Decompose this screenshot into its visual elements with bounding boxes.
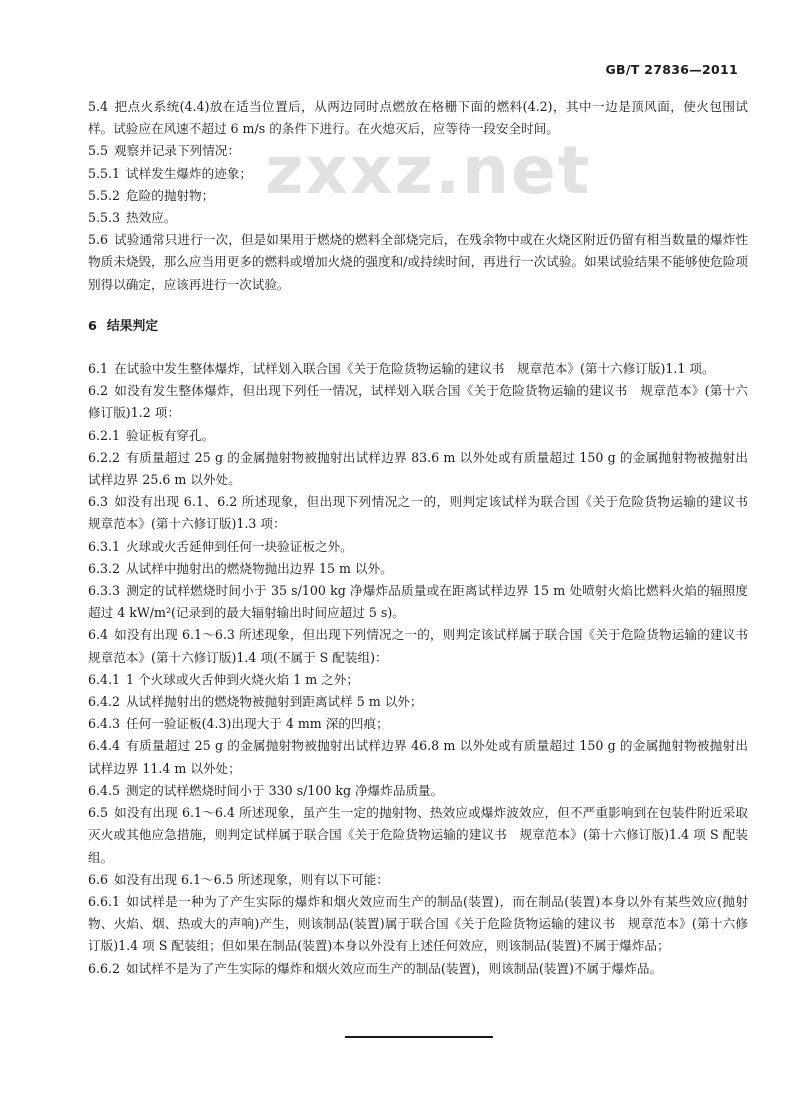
clause-number: 5.6	[88, 232, 109, 248]
clause-paragraph	[88, 491, 761, 535]
clause-text: 1 个火球或火舌伸到火烧火焰 1 m 之外；	[126, 671, 359, 687]
clause-number: 6.3.2	[88, 560, 121, 576]
clause-number: 6.6.1	[88, 893, 121, 909]
clause-text: 如没有出现 6.1～6.4 所述现象，虽产生一定的抛射物、热效应或爆炸波效应，但不严重影响到在包装件附近采取灭火或其他应急措施，则判定试样属于联合国《关于危险货物运输的建议书 规章范本》(第十六修订版)1.4 项 S 配装组。	[88, 805, 748, 865]
clause-paragraph	[88, 163, 748, 185]
clause-text: 热效应。	[126, 210, 177, 226]
clause-number: 6.4.5	[88, 782, 121, 798]
clause-number: 6.4.4	[88, 738, 121, 754]
watermark: zxxz.net	[265, 132, 592, 209]
clause-text: 如试样不是为了产生实际的爆炸和烟火效应而生产的制品(装置)，则该制品(装置)不属于爆炸品。	[126, 960, 663, 976]
clause-paragraph	[88, 207, 748, 229]
section-heading	[88, 316, 748, 338]
clause-paragraph	[88, 380, 748, 424]
clause-number: 5.5.2	[88, 187, 121, 203]
clause-text: 如试样是一种为了产生实际的爆炸和烟火效应而生产的制品(装置)，而在制品(装置)本身以外有某些效应(抛射物、火焰、烟、热或大的声响)产生，则该制品(装置)属于联合国《关于危险货物运输的建议书 规章范本》(第十六修订版)1.4 项 S 配装组；但如果在制品(装置)本身以外没有上述任何效应，则该制品(装置)不属于爆炸品；	[88, 893, 748, 954]
clause-text: 测定的试样燃烧时间小于 330 s/100 kg 净爆炸品质量。	[126, 782, 444, 798]
clause-number: 6.6	[88, 871, 109, 887]
clause-number: 5.5.3	[88, 210, 121, 226]
clause-text: 如没有出现 6.1～6.3 所述现象，但出现下列情况之一的，则判定该试样属于联合国《关于危险货物运输的建议书 规章范本》(第十六修订版)1.4 项(不属于 S 配装组)：	[88, 627, 761, 665]
clause-number: 5.4	[88, 99, 109, 114]
clause-paragraph	[88, 447, 748, 491]
clause-paragraph	[88, 735, 748, 779]
clause-number: 5.5	[88, 143, 109, 159]
clause-paragraph	[88, 536, 748, 558]
clause-text: 测定的试样燃烧时间小于 35 s/100 kg 净爆炸品质量或在距离试样边界 15 m 处喷射火焰比燃料火焰的辐照度超过 4 kW/m²(记录到的最大辐射输出时间应超过 5 s)。	[88, 583, 748, 621]
clause-paragraph	[88, 869, 748, 891]
document-body	[88, 96, 761, 980]
end-rule	[345, 1036, 493, 1038]
clause-paragraph	[88, 891, 748, 958]
clause-group-6	[88, 358, 761, 980]
clause-text: 火球或火舌延伸到任何一块验证板之外。	[126, 538, 353, 554]
clause-number: 5.5.1	[88, 165, 121, 181]
clause-paragraph	[88, 780, 748, 802]
clause-paragraph	[88, 229, 748, 296]
clause-text: 验证板有穿孔。	[126, 427, 215, 443]
clause-text: 观察并记录下列情况：	[114, 143, 240, 159]
clause-group-5	[88, 96, 748, 296]
clause-text: 从试样中抛射出的燃烧物抛出边界 15 m 以外。	[126, 560, 393, 576]
clause-paragraph	[88, 958, 748, 980]
clause-number: 6.3.3	[88, 583, 121, 599]
section-number: 6	[88, 318, 97, 334]
clause-number: 6.1	[88, 361, 109, 377]
clause-paragraph	[88, 691, 748, 713]
clause-paragraph	[88, 624, 761, 668]
clause-text: 危险的抛射物；	[126, 187, 215, 203]
clause-text: 任何一验证板(4.3)出现大于 4 mm 深的凹痕；	[126, 716, 389, 732]
clause-number: 6.2	[88, 383, 109, 399]
clause-text: 如没有出现 6.1～6.5 所述现象，则有以下可能：	[114, 871, 389, 887]
clause-number: 6.3	[88, 494, 109, 510]
standard-code: GB/T 27836—2011	[605, 62, 738, 77]
clause-text: 在试验中发生整体爆炸，试样划入联合国《关于危险货物运输的建议书 规章范本》(第十六修订版)1.1 项。	[114, 361, 715, 377]
clause-paragraph	[88, 669, 748, 691]
clause-text: 把点火系统(4.4)放在适当位置后，从两边同时点燃放在格栅下面的燃料(4.2)，其中一边是顶风面，使火包围试样。试验应在风速不超过 6 m/s 的条件下进行。在火熄灭后，应等待一段安全时间。	[88, 99, 748, 137]
clause-text: 如没有出现 6.1、6.2 所述现象，但出现下列情况之一的，则判定该试样为联合国《关于危险货物运输的建议书 规章范本》(第十六修订版)1.3 项：	[88, 494, 761, 532]
clause-paragraph	[88, 425, 748, 447]
clause-paragraph	[88, 358, 748, 380]
clause-number: 6.4.3	[88, 716, 121, 732]
clause-paragraph	[88, 580, 748, 624]
clause-text: 如没有发生整体爆炸，但出现下列任一情况，试样划入联合国《关于危险货物运输的建议书 规章范本》(第十六修订版)1.2 项：	[88, 383, 748, 421]
clause-paragraph	[88, 802, 748, 869]
section-title: 结果判定	[106, 318, 159, 334]
clause-number: 6.2.1	[88, 427, 121, 443]
clause-paragraph	[88, 96, 748, 140]
clause-paragraph	[88, 185, 748, 207]
clause-number: 6.2.2	[88, 449, 121, 465]
clause-number: 6.4	[88, 627, 109, 643]
clause-number: 6.5	[88, 805, 109, 821]
clause-number: 6.3.1	[88, 538, 121, 554]
clause-number: 6.6.2	[88, 960, 121, 976]
clause-text: 从试样抛射出的燃烧物被抛射到距离试样 5 m 以外；	[126, 694, 423, 710]
clause-number: 6.4.1	[88, 671, 121, 687]
clause-text: 试验通常只进行一次，但是如果用于燃烧的燃料全部烧完后，在残余物中或在火烧区附近仍留有相当数量的爆炸性物质未烧毁，那么应当用更多的燃料或增加火烧的强度和/或持续时间，再进行一次试验。如果试验结果不能够使危险项别得以确定，应该再进行一次试验。	[88, 232, 748, 292]
clause-paragraph	[88, 558, 748, 580]
clause-paragraph	[88, 713, 748, 735]
clause-text: 有质量超过 25 g 的金属抛射物被抛射出试样边界 83.6 m 以外处或有质量超过 150 g 的金属抛射物被抛射出试样边界 25.6 m 以外处。	[88, 449, 748, 488]
clause-number: 6.4.2	[88, 694, 121, 710]
clause-text: 有质量超过 25 g 的金属抛射物被抛射出试样边界 46.8 m 以外处或有质量超过 150 g 的金属抛射物被抛射出试样边界 11.4 m 以外处；	[88, 738, 748, 776]
clause-paragraph	[88, 140, 748, 162]
clause-text: 试样发生爆炸的迹象；	[126, 165, 252, 181]
